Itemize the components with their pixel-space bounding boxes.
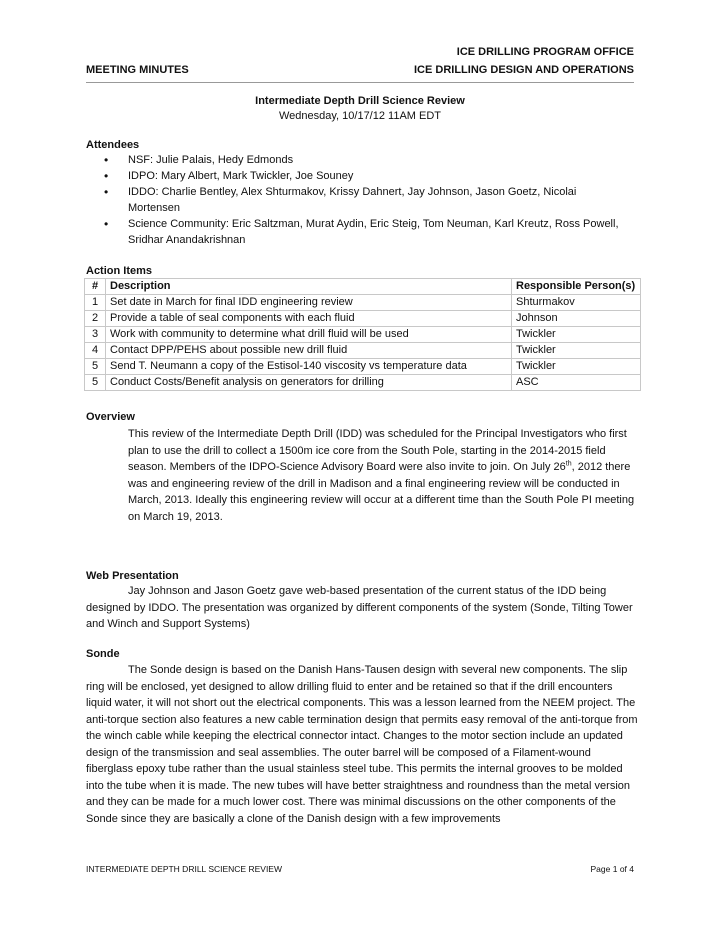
table-cell: 2 — [85, 311, 106, 327]
footer-page-number: Page 1 of 4 — [590, 864, 634, 874]
column-header: # — [85, 279, 106, 295]
table-cell: Provide a table of seal components with each fluid — [106, 311, 512, 327]
table-cell: Twickler — [512, 327, 641, 343]
table-cell: 4 — [85, 343, 106, 359]
table-cell: Shturmakov — [512, 295, 641, 311]
table-cell: 1 — [85, 295, 106, 311]
header-doc-type: MEETING MINUTES — [86, 64, 189, 76]
web-presentation-paragraph: Jay Johnson and Jason Goetz gave web-based presentation of the current status of the IDD being designed by IDDO. The presentation was organized by different components of the system (Sonde, Tilting Tower and Winch and Support Systems) — [86, 585, 633, 630]
action-items-table — [84, 278, 641, 391]
table-cell: Set date in March for final IDD engineering review — [106, 295, 512, 311]
sonde-heading: Sonde — [86, 648, 120, 660]
column-header: Description — [106, 279, 512, 295]
overview-text-part-2: , 2012 there was and engineering review of the drill in Madison and a final engineering review will be conducted in March, 2013. Ideally this engineering review will occur at a different time than the South Pole PI meeting on March 19, 2013. — [128, 461, 635, 523]
header-divider — [86, 82, 634, 83]
table-row — [85, 375, 641, 391]
overview-text-part-1: This review of the Intermediate Depth Drill (IDD) was scheduled for the Principal Investigators who first plan to use the drill to collect a 1500m ice core from the South Pole, starting in the 2014-2015 field season. Members of the IDPO-Science Advisory Board were also invite to join. On July 26 — [128, 428, 627, 473]
table-row — [85, 295, 641, 311]
table-header-row — [85, 279, 641, 295]
table-cell: Twickler — [512, 359, 641, 375]
overview-heading: Overview — [86, 411, 135, 423]
attendees-list — [104, 152, 624, 248]
table-cell: Work with community to determine what drill fluid will be used — [106, 327, 512, 343]
header-office-name: ICE DRILLING PROGRAM OFFICE — [456, 46, 634, 58]
table-cell: ASC — [512, 375, 641, 391]
list-item: • NSF: Julie Palais, Hedy Edmonds — [104, 152, 624, 168]
attendees-heading: Attendees — [86, 139, 140, 151]
header-division: ICE DRILLING DESIGN AND OPERATIONS — [413, 64, 634, 76]
table-cell: Johnson — [512, 311, 641, 327]
web-presentation-heading: Web Presentation — [86, 570, 179, 582]
column-header: Responsible Person(s) — [512, 279, 641, 295]
list-item: • IDDO: Charlie Bentley, Alex Shturmakov, Krissy Dahnert, Jay Johnson, Jason Goetz, Nicolai Mortensen — [104, 184, 624, 216]
table-cell: 5 — [85, 375, 106, 391]
table-cell: 3 — [85, 327, 106, 343]
meeting-date: Wednesday, 10/17/12 11AM EDT — [278, 110, 442, 122]
overview-paragraph — [128, 426, 638, 525]
action-items-heading: Action Items — [86, 265, 153, 277]
sonde-paragraph: The Sonde design is based on the Danish Hans-Tausen design with several new components. The slip ring will be enclosed, yet designed to allow drilling fluid to enter and be retained so that if the drill encounters liquid water, it will not short out the electrical components. This was a lesson learned from the NEEM project. The anti-torque section also features a new cable termination design that permits easy removal of the anti-torque from the winch cable while keeping the electrical connector intact. Changes to the motor section include an updated design of the transmission and seal assemblies. The outer barrel will be composed of a Filament-wound fiberglass epoxy tube rather than the usual stainless steel tube. This permits the internal grooves to be molded into the tube when it is made. The new tubes will have better straightness and roundness than the metal version and they can be made for a much lower cost. There was minimal discussions on the other components of the Sonde since they are basically a clone of the Danish design with a few improvements — [86, 664, 638, 825]
table-row — [85, 311, 641, 327]
table-cell: Twickler — [512, 343, 641, 359]
footer-document-title: INTERMEDIATE DEPTH DRILL SCIENCE REVIEW — [86, 864, 282, 874]
table-cell: Send T. Neumann a copy of the Estisol-140 viscosity vs temperature data — [106, 359, 512, 375]
table-cell: Contact DPP/PEHS about possible new drill fluid — [106, 343, 512, 359]
table-row — [85, 343, 641, 359]
document-title: Intermediate Depth Drill Science Review — [255, 95, 465, 107]
list-item: • Science Community: Eric Saltzman, Murat Aydin, Eric Steig, Tom Neuman, Karl Kreutz, Ross Powell, Sridhar Anandakrishnan — [104, 216, 624, 248]
table-cell: 5 — [85, 359, 106, 375]
table-row — [85, 327, 641, 343]
list-item: • IDPO: Mary Albert, Mark Twickler, Joe Souney — [104, 168, 624, 184]
table-row — [85, 359, 641, 375]
ordinal-suffix: th — [565, 460, 572, 468]
table-cell: Conduct Costs/Benefit analysis on generators for drilling — [106, 375, 512, 391]
header-office — [414, 43, 634, 79]
